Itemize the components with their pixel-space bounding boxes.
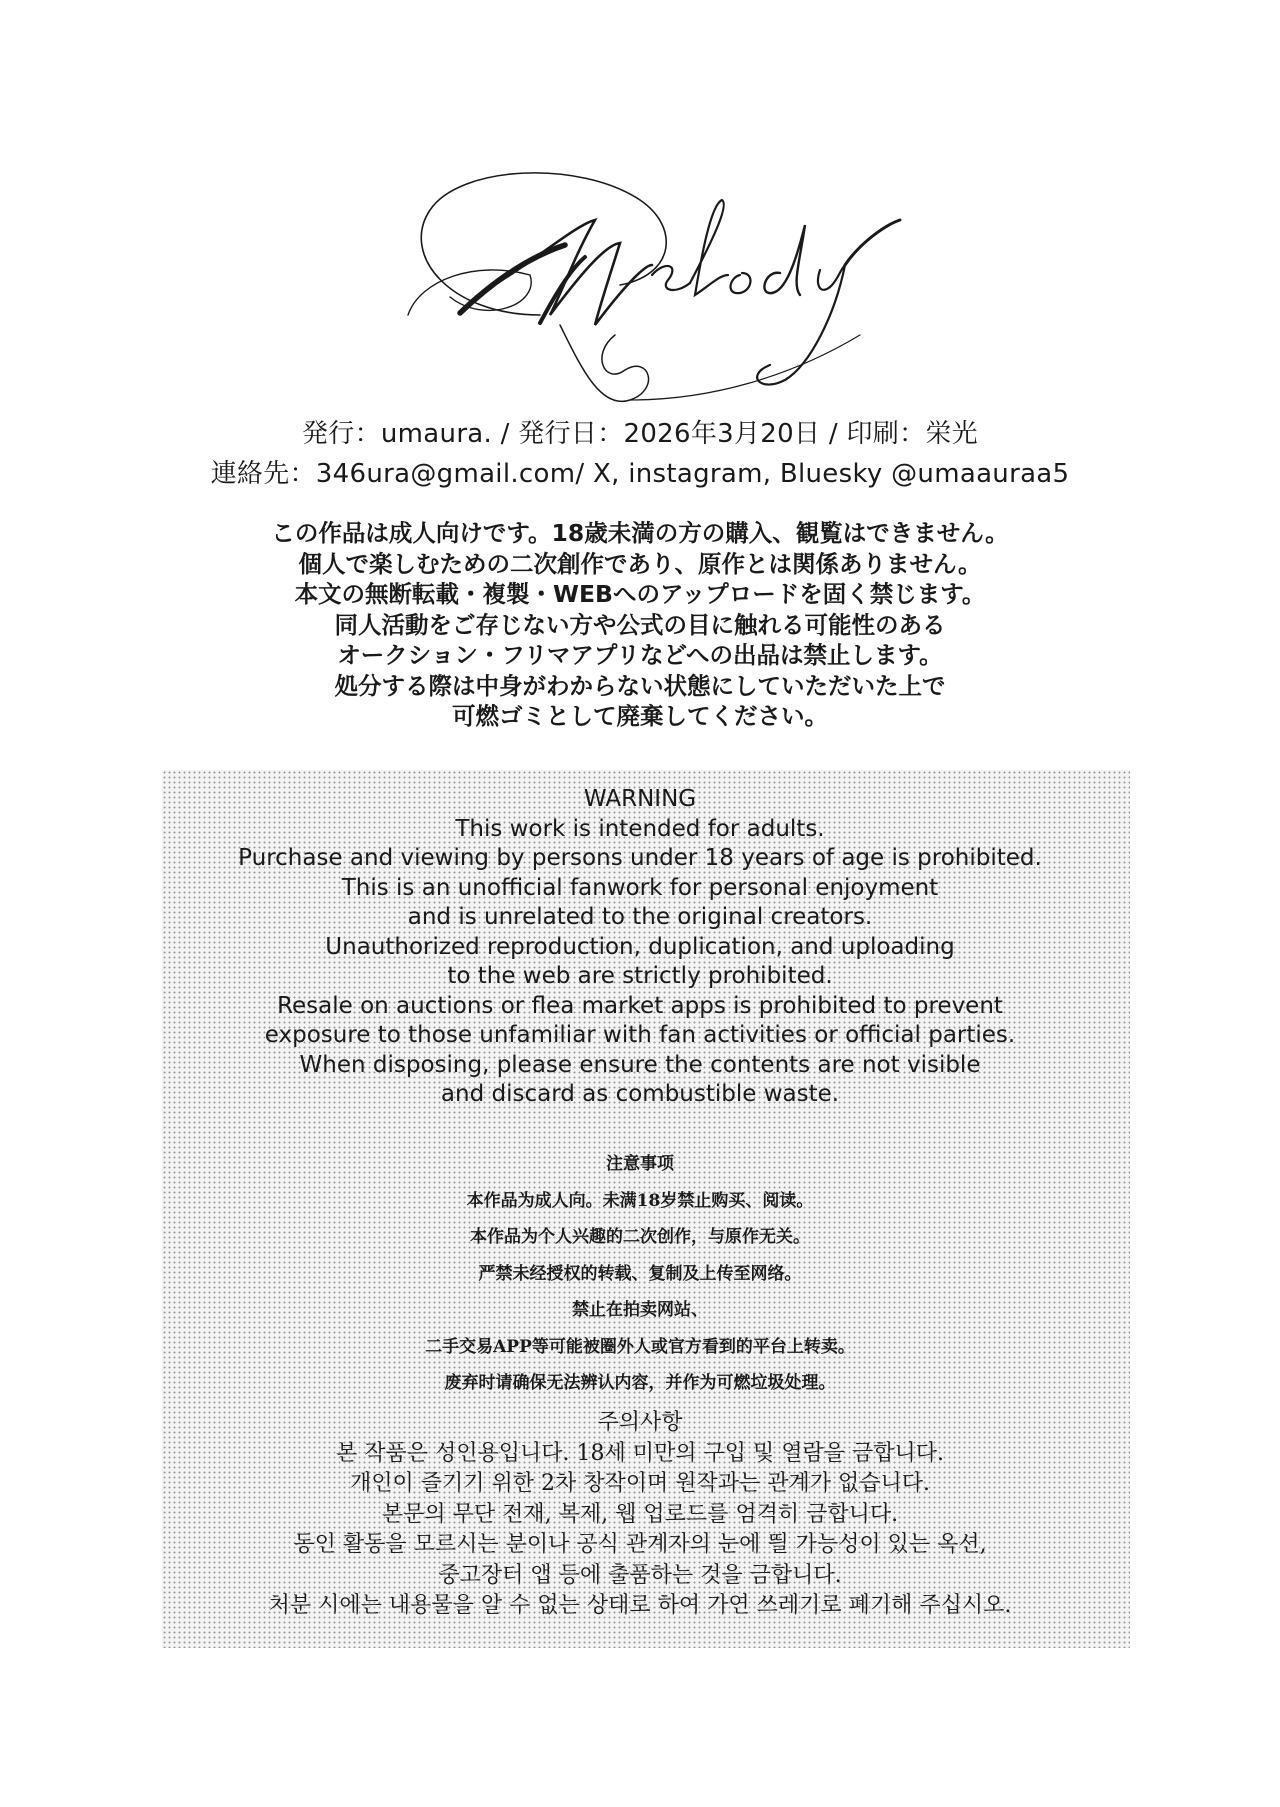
melody-logo xyxy=(390,165,910,410)
warning-zh-line: 本作品为成人向。未满18岁禁止购买、阅读。 xyxy=(466,1190,814,1211)
warning-zh-line: 废弃时请确保无法辨认内容，并作为可燃垃圾处理。 xyxy=(444,1373,836,1393)
warning-en-line: This is an unofficial fanwork for personal enjoyment xyxy=(341,874,939,901)
warning-en-line: When disposing, please ensure the contents are not visible xyxy=(299,1051,981,1078)
warning-chinese xyxy=(0,1146,1280,1402)
warning-ko-heading: 주의사항 xyxy=(597,1410,683,1435)
warning-ko-line: 동인 활동을 모르시는 분이나 공식 관계자의 눈에 띌 가능성이 있는 옥션, xyxy=(293,1532,987,1557)
japanese-notice xyxy=(0,518,1280,732)
warning-en-line: Resale on auctions or flea market apps is prohibited to prevent xyxy=(277,992,1003,1019)
notice-jp-line: 処分する際は中身がわからない状態にしていただいた上で xyxy=(334,671,946,700)
warning-ko-line: 본문의 무단 전재, 복제, 웹 업로드를 엄격히 금합니다. xyxy=(381,1501,899,1527)
colophon xyxy=(0,414,1280,494)
melody-logo-script xyxy=(390,165,910,410)
notice-jp-line: この作品は成人向けです。18歳未満の方の購入、観覧はできません。 xyxy=(271,519,1009,547)
warning-zh-line: 严禁未经授权的转载、复制及上传至网络。 xyxy=(478,1263,802,1284)
notice-jp-line: 個人で楽しむための二次創作であり、原作とは関係ありません。 xyxy=(298,549,982,578)
warning-ko-line: 중고장터 앱 등에 출품하는 것을 금합니다. xyxy=(438,1562,842,1588)
warning-en-line: exposure to those unfamiliar with fan activities or official parties. xyxy=(264,1022,1016,1048)
warning-korean xyxy=(0,1408,1280,1622)
warning-en-line: and is unrelated to the original creators. xyxy=(407,904,873,930)
warning-heading: WARNING xyxy=(583,786,697,812)
warning-ko-line: 본 작품은 성인용입니다. 18세 미만의 구입 및 열람을 금합니다. xyxy=(336,1440,944,1466)
warning-zh-line: 禁止在拍卖网站、 xyxy=(572,1300,708,1320)
warning-en-line: and discard as combustible waste. xyxy=(440,1081,840,1107)
contact-line: 連絡先：346ura@gmail.com/ X, instagram, Bluesky @umaauraa5 xyxy=(210,459,1070,489)
notice-jp-line: オークション・フリマアプリなどへの出品は禁止します。 xyxy=(337,641,943,669)
warning-zh-heading: 注意事项 xyxy=(606,1154,674,1174)
warning-en-line: Unauthorized reproduction, duplication, and uploading xyxy=(325,933,955,960)
notice-jp-line: 可燃ゴミとして廃棄してください。 xyxy=(452,702,828,730)
warning-zh-line: 二手交易APP等可能被圈外人或官方看到的平台上转卖。 xyxy=(425,1336,855,1357)
notice-jp-line: 本文の無断転載・複製・WEBへのアップロードを固く禁じます。 xyxy=(294,580,986,608)
warning-ko-line: 개인이 즐기기 위한 2차 창작이며 원작과는 관계가 없습니다. xyxy=(350,1471,930,1496)
warning-zh-line: 本作品为个人兴趣的二次创作，与原作无关。 xyxy=(470,1227,810,1247)
warning-ko-line: 처분 시에는 내용물을 알 수 없는 상태로 하여 가연 쓰레기로 폐기해 주십시오. xyxy=(268,1593,1012,1618)
warning-en-line: to the web are strictly prohibited. xyxy=(447,963,833,989)
warning-en-line: Purchase and viewing by persons under 18 years of age is prohibited. xyxy=(238,845,1042,871)
warning-en-line: This work is intended for adults. xyxy=(455,815,825,842)
publisher-line: 発行：umaura. / 発行日：2026年3月20日 / 印刷：栄光 xyxy=(302,419,978,449)
notice-jp-line: 同人活動をご存じない方や公式の目に触れる可能性のある xyxy=(334,610,946,639)
warning-english xyxy=(0,785,1280,1110)
